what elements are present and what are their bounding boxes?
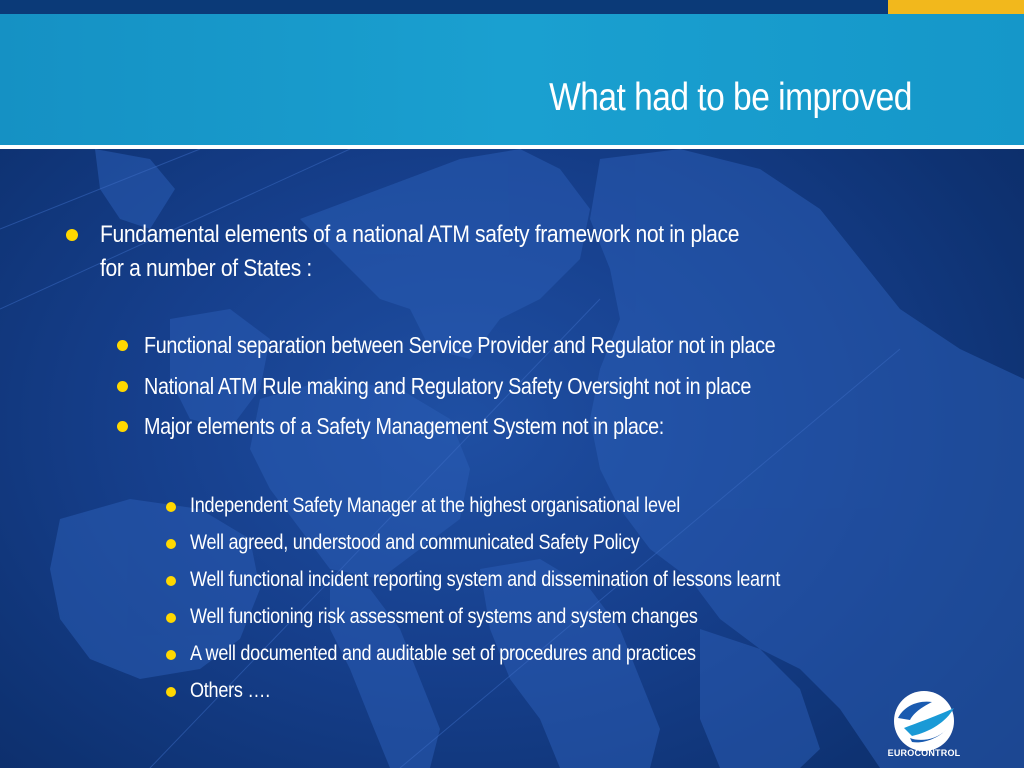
bullet-dot-icon	[66, 229, 78, 241]
sub-bullet-text: Major elements of a Safety Management System not in place:	[144, 413, 664, 439]
sub-sub-bullet-text: Others ….	[190, 679, 270, 702]
bullet-dot-icon	[166, 613, 176, 623]
bullet-dot-icon	[117, 421, 128, 432]
logo-text: EUROCONTROL	[887, 748, 961, 758]
sub-sub-bullet-text: Well functional incident reporting system and dissemination of lessons learnt	[190, 568, 781, 591]
sub-sub-bullet-text: A well documented and auditable set of procedures and practices	[190, 642, 696, 665]
bullet-dot-icon	[166, 687, 176, 697]
bullet-dot-icon	[166, 502, 176, 512]
bullet-dot-icon	[166, 539, 176, 549]
bullet-text-line: for a number of States :	[100, 255, 312, 282]
bullet-item	[66, 218, 843, 286]
bullet-dot-icon	[166, 576, 176, 586]
sub-bullet-item	[117, 411, 749, 441]
sub-sub-bullet-item	[166, 530, 713, 556]
sub-bullet-text: National ATM Rule making and Regulatory Safety Oversight not in place	[144, 373, 751, 399]
sub-sub-bullet-item	[166, 567, 876, 593]
sub-sub-bullet-text: Well functioning risk assessment of systems and system changes	[190, 605, 698, 628]
bullet-dot-icon	[117, 340, 128, 351]
sub-sub-bullet-item	[166, 641, 778, 667]
sub-bullet-item	[117, 371, 850, 401]
bullet-dot-icon	[166, 650, 176, 660]
sub-sub-bullet-text: Well agreed, understood and communicated Safety Policy	[190, 531, 640, 554]
sub-sub-bullet-item	[166, 678, 283, 704]
sub-bullet-item	[117, 330, 878, 360]
slide-title: What had to be improved	[549, 76, 912, 119]
sub-sub-bullet-item	[166, 493, 760, 519]
bullet-dot-icon	[117, 381, 128, 392]
bullet-text	[100, 218, 739, 286]
sub-bullet-text: Functional separation between Service Provider and Regulator not in place	[144, 332, 776, 358]
sub-sub-bullet-text: Independent Safety Manager at the highest organisational level	[190, 494, 681, 517]
sub-sub-bullet-item	[166, 604, 780, 630]
bullet-text-line: Fundamental elements of a national ATM safety framework not in place	[100, 221, 740, 248]
